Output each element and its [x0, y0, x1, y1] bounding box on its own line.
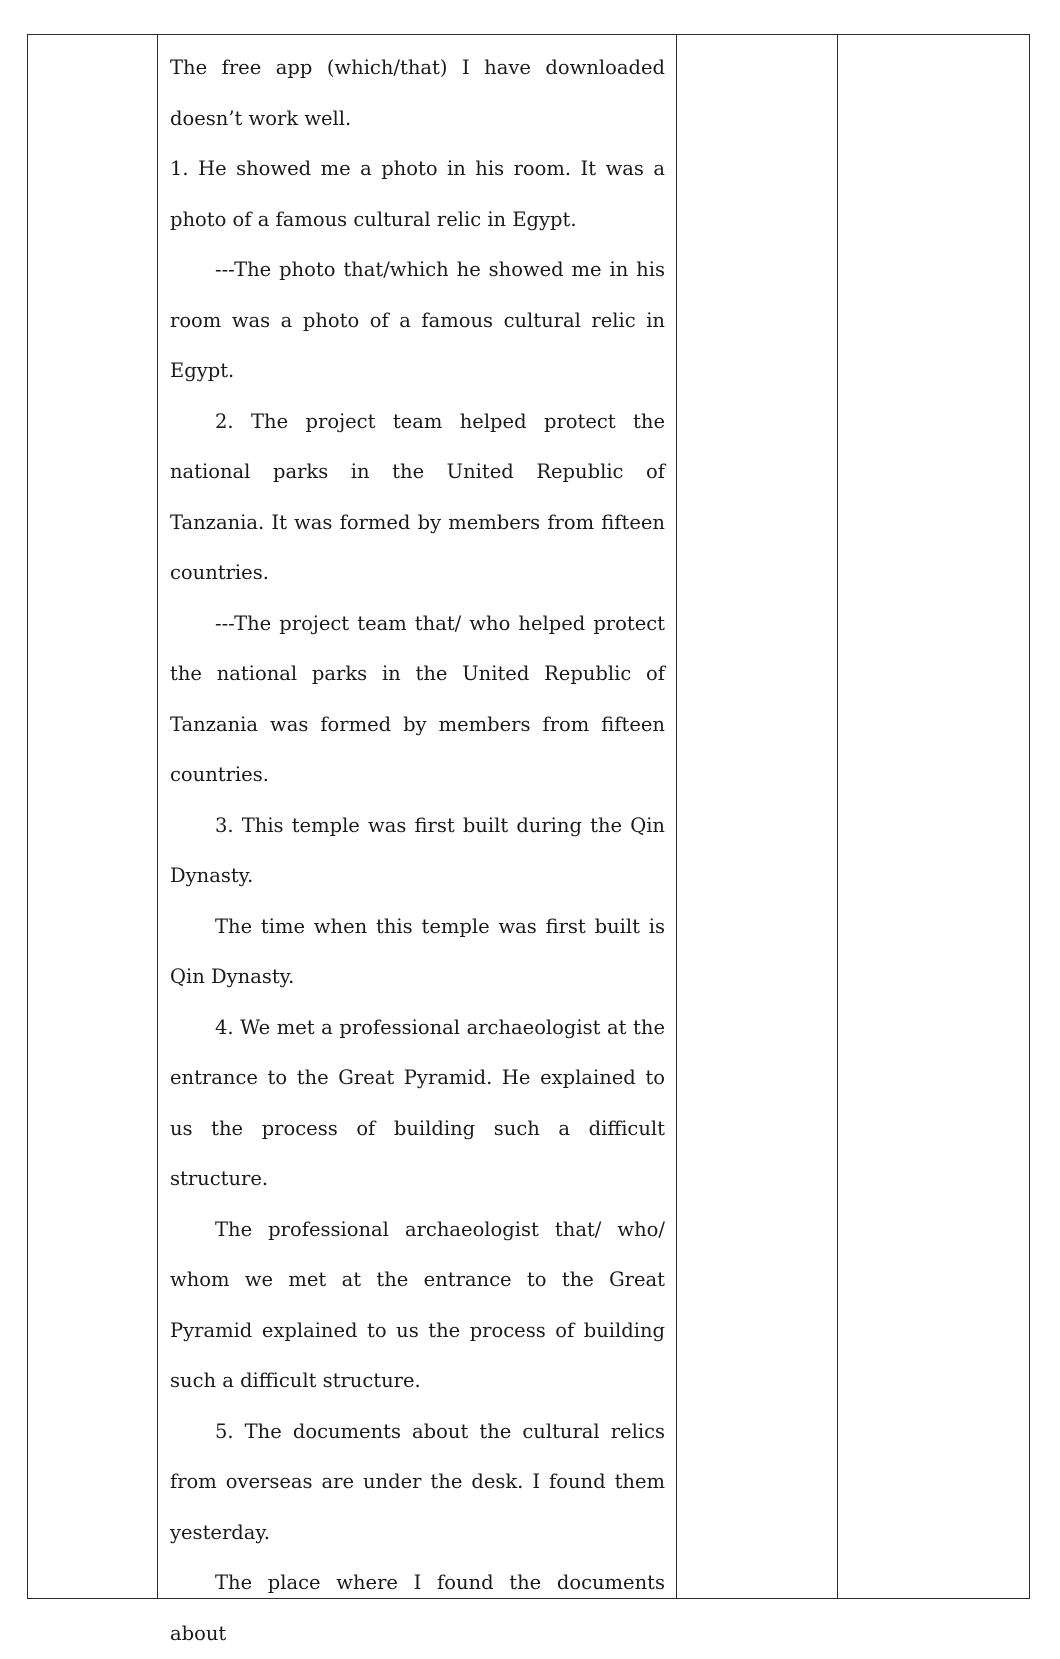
paragraph: The time when this temple was first built is Qin Dynasty. [170, 914, 665, 988]
table-column-divider [676, 35, 677, 1598]
paragraph: 2. The project team helped protect the national parks in the United Republic of Tanzania. It was formed by members from fifteen countries. [170, 409, 665, 584]
paragraph: The place where I found the documents about [170, 1571, 665, 1645]
paragraph: ---The project team that/ who helped protect the national parks in the United Republic of Tanzania was formed by members from fifteen countries. [170, 611, 665, 786]
paragraph: 5. The documents about the cultural relics from overseas are under the desk. I found them yesterday. [170, 1419, 665, 1544]
lesson-plan-table [27, 34, 1030, 1645]
table-column-divider [837, 35, 838, 1598]
paragraph: The free app (which/that) I have downloaded doesn’t work well. [170, 56, 665, 130]
table-column-divider [157, 35, 158, 1598]
paragraph: 3. This temple was first built during the Qin Dynasty. [170, 813, 665, 887]
paragraph: The professional archaeologist that/ who/ whom we met at the entrance to the Great Pyramid explained to us the process of building such a difficult structure. [170, 1217, 665, 1392]
paragraph: 4. We met a professional archaeologist at the entrance to the Great Pyramid. He explained to us the process of building such a difficult structure. [170, 1015, 665, 1190]
paragraph: ---The photo that/which he showed me in his room was a photo of a famous cultural relic in Egypt. [170, 258, 665, 382]
content-cell [170, 43, 665, 1659]
paragraph: 1. He showed me a photo in his room. It was a photo of a famous cultural relic in Egypt. [170, 157, 665, 231]
